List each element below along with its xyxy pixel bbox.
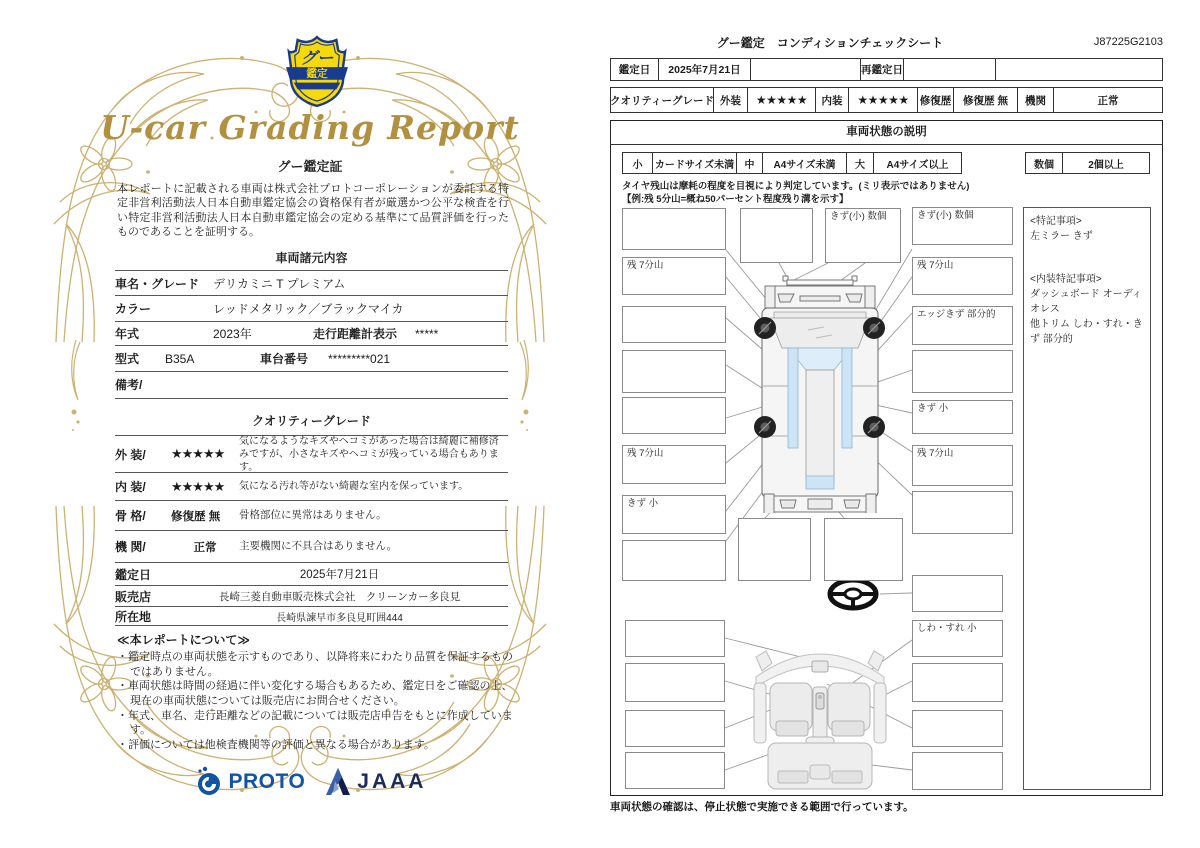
callout-box: きず 小 xyxy=(912,400,1013,434)
callout-box xyxy=(622,306,726,343)
grade-desc: 主要機関に不具合はありません。 xyxy=(239,539,398,552)
goo-kantei-badge xyxy=(286,33,348,109)
legend-medium-value: A4サイズ未満 xyxy=(763,153,847,173)
spec-value: *********021 xyxy=(328,351,391,366)
callout-box xyxy=(622,208,726,250)
spec-value: レッドメタリック／ブラックマイカ xyxy=(213,302,404,316)
sheet-title: グー鑑定 コンディションチェックシート xyxy=(716,36,944,50)
spec-value: 2023年 xyxy=(213,327,252,341)
info-row-address xyxy=(115,606,508,626)
remarks-line: 左ミラー きず xyxy=(1030,231,1093,242)
certificate-title: U-car Grading Report xyxy=(100,108,520,147)
car-top-view-diagram xyxy=(750,268,890,513)
interior-stars: ★★★★★ xyxy=(849,88,918,112)
grade-row-engine xyxy=(115,530,508,562)
certificate-subtitle: グー鑑定証 xyxy=(277,159,343,174)
spec-label: 車台番号 xyxy=(260,352,309,366)
spec-row-color xyxy=(115,295,508,321)
grade-label: 外 装/ xyxy=(115,447,146,462)
spec-label: 走行距離計表示 xyxy=(313,327,398,341)
callout-box: エッジきず 部分的 xyxy=(912,306,1013,345)
appraisal-date: 2025年7月21日 xyxy=(299,569,380,581)
callout-box xyxy=(912,663,1003,702)
report-notes xyxy=(117,631,513,752)
info-label: 所在地 xyxy=(115,609,152,624)
grade-summary-header: クオリティーグレード xyxy=(611,88,714,112)
legend-small-label: 小 xyxy=(623,153,653,173)
spec-label: 車名・グレード xyxy=(115,276,200,291)
spec-label: 備考/ xyxy=(115,378,143,392)
spec-table xyxy=(115,270,508,399)
callout-box xyxy=(912,710,1003,747)
grade-row-exterior xyxy=(115,435,508,472)
callout-box: 残 7分山 xyxy=(912,257,1013,295)
certificate-intro: 本レポートに記載される車両は株式会社プロトコーポレーションが委託する特定非営利活動法人日本自動車鑑定協会の資格保有者が厳選かつ公平な検査を行い特定非営利活動法人日本自動車鑑定協会の定める基準にて品質評価を行ったものであることを証明する。 xyxy=(117,183,509,238)
date-empty-cell xyxy=(751,59,861,80)
spec-row-year xyxy=(115,321,508,345)
callout-box xyxy=(912,350,1013,393)
legend-medium-label: 中 xyxy=(737,153,763,173)
info-row-date xyxy=(115,562,508,585)
callout-box xyxy=(912,491,1013,534)
date-empty-cell xyxy=(996,59,1162,80)
callout-box xyxy=(738,518,811,581)
callout-box xyxy=(625,752,725,789)
spec-value: ***** xyxy=(415,326,439,341)
legend-count-label: 数個 xyxy=(1026,153,1063,173)
proto-logo xyxy=(194,766,306,798)
interior-stars: ★★★★★ xyxy=(171,478,225,494)
spec-row-name xyxy=(115,270,508,295)
redate-label: 再鑑定日 xyxy=(861,59,904,80)
callout-box xyxy=(912,752,1003,790)
legend-large-value: A4サイズ以上 xyxy=(886,159,949,171)
spec-value: B35A xyxy=(165,351,195,366)
info-row-dealer xyxy=(115,585,508,606)
date-label: 鑑定日 xyxy=(611,59,659,80)
legend-count-value: 2個以上 xyxy=(1088,159,1124,171)
callout-box: きず(小) 数個 xyxy=(912,207,1013,245)
frame-value: 修復歴 無 xyxy=(171,510,221,523)
legend-large-label: 大 xyxy=(847,153,874,173)
exterior-label: 外装 xyxy=(714,88,748,112)
legend-small-value: カードサイズ未満 xyxy=(653,153,737,173)
dealer-name: 長崎三菱自動車販売株式会社 クリーンカー多良見 xyxy=(218,590,461,603)
callout-box xyxy=(622,540,726,581)
exterior-stars: ★★★★★ xyxy=(171,446,225,461)
grade-section-header: クオリティーグレード xyxy=(252,414,371,428)
interior-label: 内装 xyxy=(816,88,849,112)
tire-note-line2: 【例:残 5分山=概ね50パーセント程度残り溝を示す】 xyxy=(622,193,849,205)
date-value: 2025年7月21日 xyxy=(659,59,751,80)
dealer-address: 長崎県諫早市多良見町囲444 xyxy=(276,612,403,624)
redate-value xyxy=(904,59,996,80)
jaaa-wordmark: JAAA xyxy=(357,770,427,793)
callout-box: 残 7分山 xyxy=(622,445,726,484)
repair-label: 修復歴 xyxy=(918,88,954,112)
callout-box: 残 7分山 xyxy=(912,445,1013,486)
jaaa-logo xyxy=(325,767,426,797)
engine-value: 正常 xyxy=(193,541,217,554)
remarks-header: <特記事項> xyxy=(1030,216,1082,227)
callout-box: 残 7分山 xyxy=(622,257,726,295)
grade-desc: 気になる汚れ等がない綺麗な室内を保っています。 xyxy=(239,481,469,492)
engine-value: 正常 xyxy=(1097,94,1119,107)
callout-box: きず(小) 数個 xyxy=(825,208,901,263)
callout-box xyxy=(622,397,726,434)
steering-wheel-icon xyxy=(826,577,880,611)
remarks-line: 他トリム しわ・すれ・きず 部分的 xyxy=(1030,319,1143,345)
logo-row xyxy=(60,766,560,798)
date-table xyxy=(610,58,1163,81)
interior-remarks-header: <内装特記事項> xyxy=(1030,274,1102,285)
jaaa-icon xyxy=(325,767,351,797)
spec-section-header: 車両諸元内容 xyxy=(275,251,348,265)
note-item: ・車両状態は時間の経過に伴い変化する場合もあるため、鑑定日をご確認の上、現在の車両状態については販売店にお問合せください。 xyxy=(117,680,513,707)
spec-label: 年式 xyxy=(115,327,140,341)
remarks-line: ダッシュボード オーディオレス xyxy=(1030,289,1142,315)
grade-label: 機 関/ xyxy=(115,540,146,554)
proto-wordmark: PROTO xyxy=(228,770,306,793)
info-label: 鑑定日 xyxy=(115,567,152,582)
grade-row-frame xyxy=(115,500,508,530)
spec-label: カラー xyxy=(115,302,152,316)
callout-box xyxy=(740,208,813,263)
badge-band-text: 鑑定 xyxy=(306,67,328,80)
grade-label: 骨 格/ xyxy=(115,509,146,523)
callout-box xyxy=(625,663,725,702)
callout-box: きず 小 xyxy=(622,495,726,534)
condition-header: 車両状態の説明 xyxy=(610,120,1163,145)
repair-value: 修復歴 無 xyxy=(954,88,1018,112)
grade-desc: 骨格部位に異常はありません。 xyxy=(239,508,387,521)
callout-box xyxy=(912,575,1003,612)
callout-box: しわ・すれ 小 xyxy=(912,620,1003,657)
spec-value: デリカミニ T プレミアム xyxy=(213,276,346,291)
grade-row-interior xyxy=(115,472,508,500)
grade-desc: 気になるようなキズやヘコミがあった場合は綺麗に補修済みですが、小さなキズやヘコミが残っている場合もあります。 xyxy=(239,435,499,473)
callout-box xyxy=(625,710,725,747)
grade-summary-table xyxy=(610,87,1163,113)
grade-table xyxy=(115,435,508,626)
note-item: ・評価については他検査機関等の評価と異なる場合があります。 xyxy=(117,738,435,751)
grade-label: 内 装/ xyxy=(115,480,146,494)
spec-row-remarks xyxy=(115,371,508,399)
callout-box xyxy=(622,350,726,393)
engine-label: 機関 xyxy=(1018,88,1054,112)
spec-label: 型式 xyxy=(115,352,140,366)
tire-note-line1: タイヤ残山は摩耗の程度を目視により判定しています。(ミリ表示ではありません) xyxy=(622,181,970,192)
callout-box xyxy=(625,620,725,657)
info-label: 販売店 xyxy=(115,589,152,604)
note-item: ・鑑定時点の車両状態を示すものであり、以降将来にわたり品質を保証するものではありません。 xyxy=(117,651,513,678)
notes-header: ≪本レポートについて≫ xyxy=(117,633,250,647)
report-number: J87225G2103 xyxy=(1093,36,1163,48)
car-interior-diagram xyxy=(750,625,890,795)
sheet-footer-note: 車両状態の確認は、停止状態で実施できる範囲で行っています。 xyxy=(610,801,914,813)
callout-box xyxy=(824,518,903,581)
exterior-stars: ★★★★★ xyxy=(748,88,816,112)
badge-top-text: グー xyxy=(300,49,334,68)
note-item: ・年式、車名、走行距離などの記載については販売店申告をもとに作成しています。 xyxy=(117,709,513,737)
proto-icon xyxy=(194,766,224,798)
spec-row-model xyxy=(115,345,508,371)
